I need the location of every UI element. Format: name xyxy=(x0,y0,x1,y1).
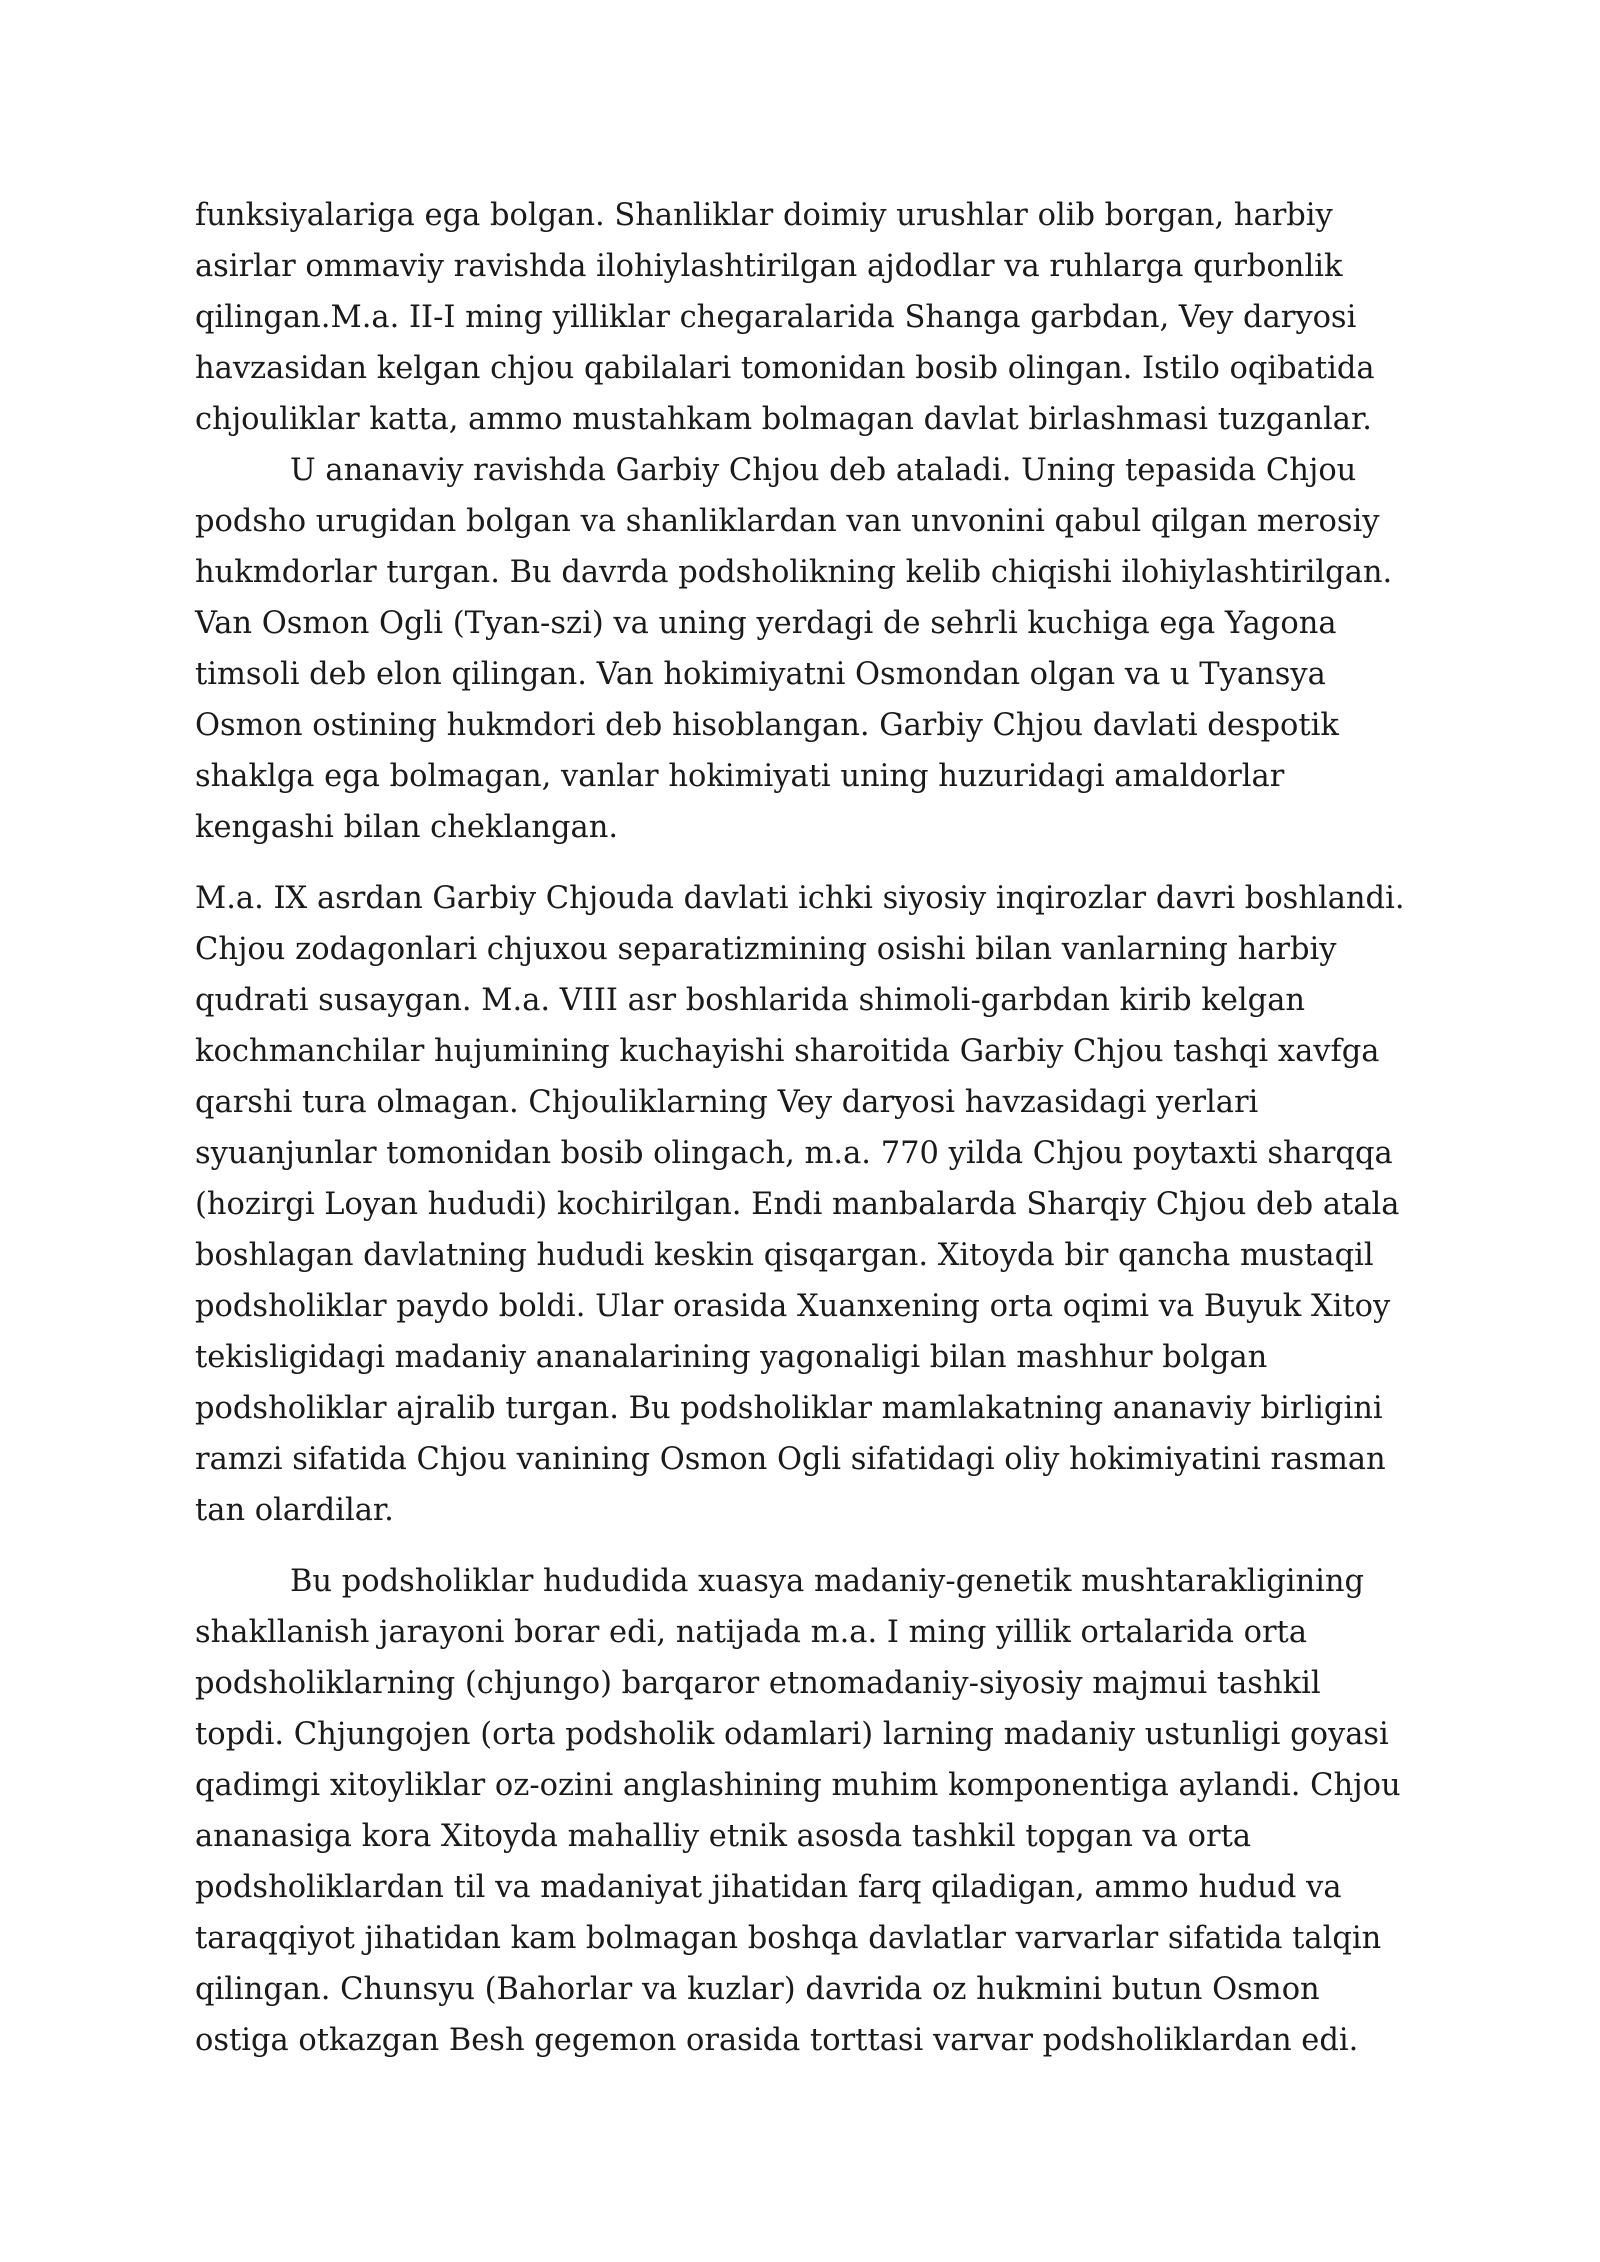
text-line: Osmon ostining hukmdori deb hisoblangan. Garbiy Chjou davlati despotik xyxy=(195,708,1339,743)
text-line: qarshi tura olmagan. Chjouliklarning Vey daryosi havzasidagi yerlari xyxy=(195,1085,1259,1120)
text-line: shakllanish jarayoni borar edi, natijada m.a. I ming yillik ortalarida orta xyxy=(195,1615,1307,1650)
text-line: havzasidan kelgan chjou qabilalari tomonidan bosib olingan. Istilo oqibatida xyxy=(195,351,1375,386)
text-line: boshlagan davlatning hududi keskin qisqargan. Xitoyda bir qancha mustaqil xyxy=(195,1238,1374,1273)
text-line: podsholiklar ajralib turgan. Bu podsholiklar mamlakatning ananaviy birligini xyxy=(195,1391,1383,1426)
paragraph-3 xyxy=(195,873,1435,1536)
text-line: qadimgi xitoyliklar oz-ozini anglashining muhim komponentiga aylandi. Chjou xyxy=(195,1768,1401,1803)
text-line: funksiyalariga ega bolgan. Shanliklar doimiy urushlar olib borgan, harbiy xyxy=(195,198,1333,233)
text-line: syuanjunlar tomonidan bosib olingach, m.a. 770 yilda Chjou poytaxti sharqqa xyxy=(195,1136,1393,1171)
text-line: podsholiklarning (chjungo) barqaror etnomadaniy-siyosiy majmui tashkil xyxy=(195,1666,1321,1701)
text-line: topdi. Chjungojen (orta podsholik odamlari) larning madaniy ustunligi goyasi xyxy=(195,1717,1389,1752)
text-line: kochmanchilar hujumining kuchayishi sharoitida Garbiy Chjou tashqi xavfga xyxy=(195,1034,1380,1069)
text-line: ramzi sifatida Chjou vanining Osmon Ogli sifatidagi oliy hokimiyatini rasman xyxy=(195,1442,1386,1477)
text-line: qudrati susaygan. M.a. VIII asr boshlarida shimoli-garbdan kirib kelgan xyxy=(195,983,1306,1018)
text-line: (hozirgi Loyan hududi) kochirilgan. Endi manbalarda Sharqiy Chjou deb atala xyxy=(195,1187,1400,1222)
text-line: chjouliklar katta, ammo mustahkam bolmagan davlat birlashmasi tuzganlar. xyxy=(195,402,1372,437)
text-line: kengashi bilan cheklangan. xyxy=(195,810,619,845)
text-line: podsho urugidan bolgan va shanliklardan van unvonini qabul qilgan merosiy xyxy=(195,504,1380,539)
text-line: podsholiklardan til va madaniyat jihatidan farq qiladigan, ammo hudud va xyxy=(195,1870,1342,1905)
text-line: shaklga ega bolmagan, vanlar hokimiyati uning huzuridagi amaldorlar xyxy=(195,759,1285,794)
document-body xyxy=(195,190,1435,2066)
text-line: hukmdorlar turgan. Bu davrda podsholikning kelib chiqishi ilohiylashtirilgan. xyxy=(195,555,1393,590)
paragraph-1 xyxy=(195,190,1435,445)
text-line: Bu podsholiklar hududida xuasya madaniy-genetik mushtarakligining xyxy=(290,1564,1365,1599)
text-line: U ananaviy ravishda Garbiy Chjou deb ataladi. Uning tepasida Chjou xyxy=(290,453,1357,488)
text-line: ostiga otkazgan Besh gegemon orasida torttasi varvar podsholiklardan edi. xyxy=(195,2023,1359,2058)
paragraph-4 xyxy=(195,1556,1435,2066)
text-line: podsholiklar paydo boldi. Ular orasida Xuanxening orta oqimi va Buyuk Xitoy xyxy=(195,1289,1391,1324)
text-line: tekisligidagi madaniy ananalarining yagonaligi bilan mashhur bolgan xyxy=(195,1340,1268,1375)
text-line: qilingan.M.a. II-I ming yilliklar chegaralarida Shanga garbdan, Vey daryosi xyxy=(195,300,1357,335)
text-line: qilingan. Chunsyu (Bahorlar va kuzlar) davrida oz hukmini butun Osmon xyxy=(195,1972,1320,2007)
text-line: M.a. IX asrdan Garbiy Chjouda davlati ichki siyosiy inqirozlar davri boshlandi. xyxy=(195,881,1405,916)
text-line: asirlar ommaviy ravishda ilohiylashtirilgan ajdodlar va ruhlarga qurbonlik xyxy=(195,249,1343,284)
paragraph-2 xyxy=(195,445,1435,853)
text-line: tan olardilar. xyxy=(195,1493,394,1528)
text-line: taraqqiyot jihatidan kam bolmagan boshqa davlatlar varvarlar sifatida talqin xyxy=(195,1921,1382,1956)
text-line: Van Osmon Ogli (Tyan-szi) va uning yerdagi de sehrli kuchiga ega Yagona xyxy=(195,606,1337,641)
text-line: timsoli deb elon qilingan. Van hokimiyatni Osmondan olgan va u Tyansya xyxy=(195,657,1326,692)
text-line: Chjou zodagonlari chjuxou separatizmining osishi bilan vanlarning harbiy xyxy=(195,932,1337,967)
text-line: ananasiga kora Xitoyda mahalliy etnik asosda tashkil topgan va orta xyxy=(195,1819,1252,1854)
